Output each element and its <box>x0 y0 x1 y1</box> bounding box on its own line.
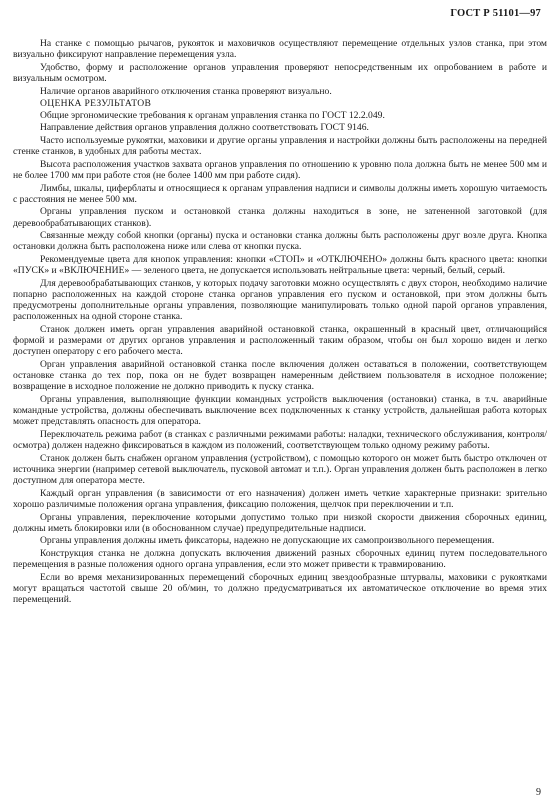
paragraph: Органы управления, переключение которыми допустимо только при низкой скорости движения сборочных единиц, должны иметь блокировки или (в обоснованном случае) предупредительные надписи. <box>13 511 547 534</box>
paragraph: Переключатель режима работ (в станках с различными режимами работы: наладки, технического обслуживания, контроля/осмотра) должен надежно фиксироваться в каждом из положений, соответствующем только одному режиму работы. <box>13 428 547 452</box>
paragraph: Конструкция станка не должна допускать включения движений разных сборочных единиц путем последовательного перемещения в разные положения одного органа управления, если это может привести к травмированию. <box>13 547 547 571</box>
body-text <box>13 38 547 607</box>
paragraph: Органы управления должны иметь фиксаторы, надежно не допускающие их самопроизвольного перемещения. <box>40 535 495 547</box>
paragraph: Лимбы, шкалы, циферблаты и относящиеся к органам управления надписи и символы должны иметь хорошую читаемость с расстояния не менее 500 мм. <box>13 182 547 205</box>
section-heading: ОЦЕНКА РЕЗУЛЬТАТОВ <box>40 98 152 110</box>
paragraph: Рекомендуемые цвета для кнопок управления: кнопки «СТОП» и «ОТКЛЮЧЕНО» должны быть красного цвета: кнопки «ПУСК» и «ВКЛЮЧЕНИЕ» — зеленого цвета, не допускается использовать нейтральные цвета: черный, белый, серый. <box>13 253 547 277</box>
paragraph: Органы управления, выполняющие функции командных устройств выключения (остановки) станка, в т.ч. аварийные командные устройства, должны обеспечивать выключение всех подключенных к станку устройств, дальнейшая работа которых может представлять опасность для оператора. <box>13 393 547 428</box>
paragraph: Удобство, форму и расположение органов управления проверяют непосредственным их опробованием в работе и визуальным осмотром. <box>13 61 547 84</box>
paragraph: Органы управления пуском и остановкой станка должны находиться в зоне, не затененной заготовкой (для деревообрабатывающих станков). <box>13 206 547 229</box>
paragraph: Орган управления аварийной остановкой станка после включения должен оставаться в положении, соответствующем остановке станка до тех пор, пока он не будет возвращен намеренным действием пользователя в исходное положение; возвращение в исходное положение не должно приводить к пуску станка. <box>13 358 547 393</box>
paragraph: На станке с помощью рычагов, рукояток и маховичков осуществляют перемещение отдельных узлов станка, при этом визуально фиксируют направление перемещения узла. <box>13 38 547 61</box>
paragraph: Общие эргономические требования к органам управления станка по ГОСТ 12.2.049. <box>40 109 385 121</box>
paragraph: Для деревообрабатывающих станков, у которых подачу заготовки можно осуществлять с двух сторон, необходимо наличие попарно расположенных на каждой стороне станка органов управления его пуском и остановкой, при этом должны быть предусмотрены дополнительные органы управления, позволяющие манипулировать только одной парой органов управления, расположенных на одной стороне станка. <box>13 277 547 323</box>
paragraph: Станок должен иметь орган управления аварийной остановкой станка, окрашенный в красный цвет, отличающийся формой и размерами от других органов управления и расположенный таким образом, чтобы он был хорошо виден и легко доступен оператору с его рабочего места. <box>13 323 547 358</box>
standard-header: ГОСТ Р 51101—97 <box>450 8 541 19</box>
page-number: 9 <box>536 787 541 798</box>
paragraph: Если во время механизированных перемещений сборочных единиц звездообразные штурвалы, маховики с рукоятками могут вращаться частотой свыше 20 об/мин, то должно предусматриваться их автоматическое отключение во время этих перемещений. <box>13 571 547 606</box>
paragraph: Часто используемые рукоятки, маховики и другие органы управления и настройки должны быть расположены на передней стенке станков, в удобных для работы местах. <box>13 134 547 158</box>
paragraph: Связанные между собой кнопки (органы) пуска и остановки станка должны быть расположены друг возле друга. Кнопка остановки должна быть расположена ниже или слева от кнопки пуска. <box>13 230 547 253</box>
paragraph: Направление действия органов управления должно соответствовать ГОСТ 9146. <box>40 122 369 134</box>
paragraph: Наличие органов аварийного отключения станка проверяют визуально. <box>40 85 332 97</box>
paragraph: Высота расположения участков захвата органов управления по отношению к уровню пола должна быть не менее 500 мм и не более 1700 мм при работе стоя (не более 1400 мм при работе сидя). <box>13 158 547 181</box>
paragraph: Станок должен быть снабжен органом управления (устройством), с помощью которого он может быть быстро отключен от источника энергии (например сетевой выключатель, пусковой автомат и т.п.). Орган управления должен быть расположен в легко доступном для оператора месте. <box>13 452 547 487</box>
paragraph: Каждый орган управления (в зависимости от его назначения) должен иметь четкие характерные признаки: зрительно хорошо различимые положения органа управления, фиксацию положения, щелчок при переключении и т.п. <box>13 487 547 510</box>
